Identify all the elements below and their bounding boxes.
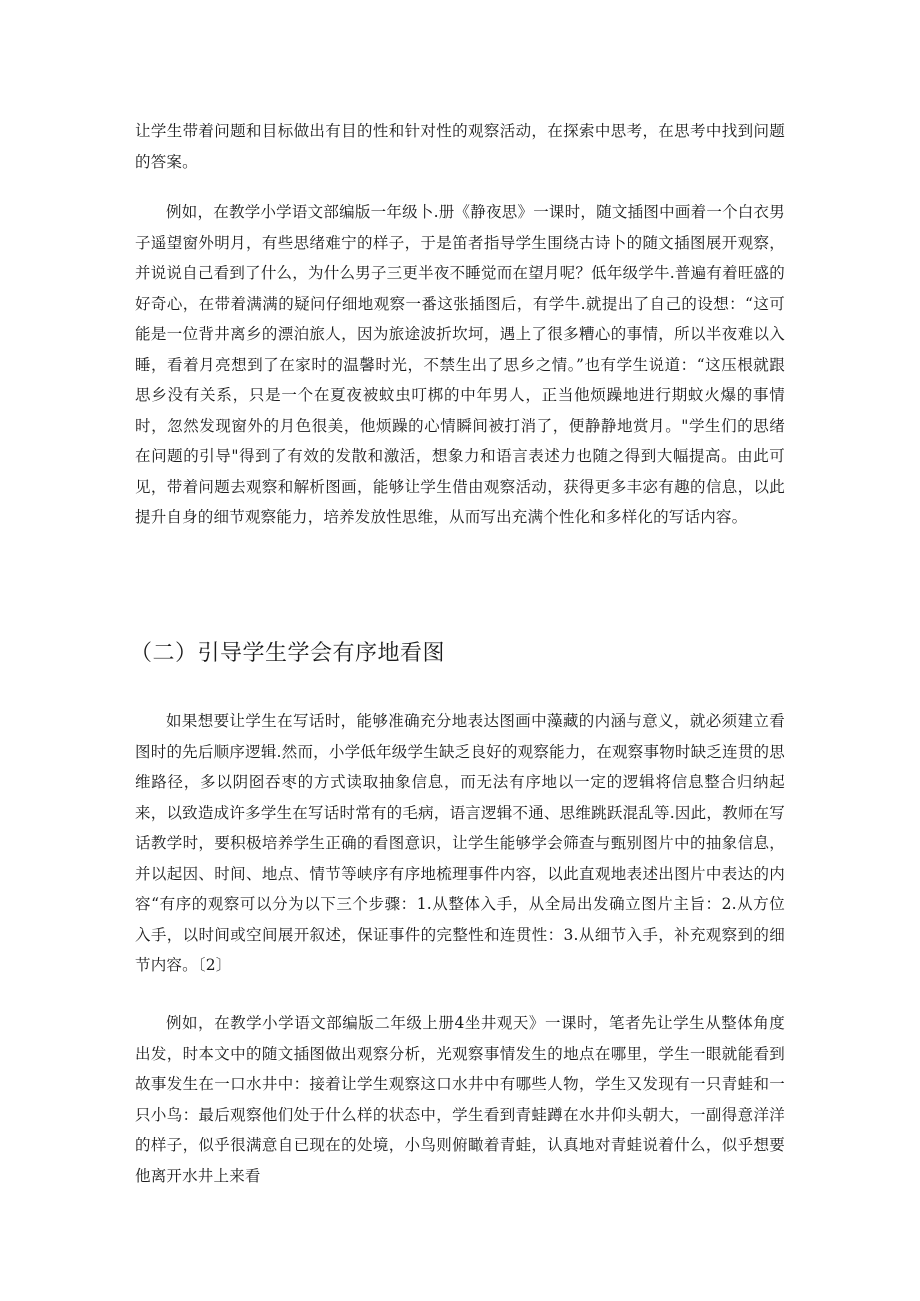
section-heading: （二）引导学生学会有序地看图 [130,641,446,666]
paragraph-3: 如果想要让学生在写话时，能够准确充分地表达图画中藻藏的内涵与意义，就必须建立看图时的先后顺序逻辑.然而，小学低年级学生缺乏良好的观察能力，在观察事物时缺乏连贯的思维路径，多以阴囵吞枣的方式读取抽象信息，而无法有序地以一定的逻辑将信息整合归纳起来，以致造成许多学生在写话时常有的毛病，语言逻辑不通、思维跳跃混乱等.因此，教师在写话教学时，要积极培养学生正确的看图意识，让学生能够学会筛查与甄别图片中的抽象信息，并以起因、时间、地点、情节等峡序有序地梳理事件内容，以此直观地表述出图片中表达的内容“有序的观察可以分为以下三个步骤：1.从整体入手，从全局出发确立图片主旨：2.从方位入手，以时间或空间展开叙述，保证事件的完整性和连贯性：3.从细节入手，补充观察到的细节内容。〔2〕 [135,712,785,974]
paragraph-4: 例如，在教学小学语文部编版二年级上册4坐井观天》一课时，笔者先让学生从整体角度出发，时本文中的随文插图做出观察分析，光观察事情发生的地点在哪里，学生一眼就能看到故事发生在一口水井中：接着让学生观察这口水井中有哪些人物，学生又发现有一只青蛙和一只小鸟：最后观察他们处于什么样的状态中，学生看到青蛙蹲在水井仰头朝大，一副得意洋洋的样子，似乎很满意自已现在的处境，小鸟则俯瞰着青蛙，认真地对青蛙说着什么，似乎想要他离开水井上来看 [135,1014,785,1185]
paragraph-2: 例如，在教学小学语文部编版一年级卜.册《静夜思》一课时，随文插图中画着一个白衣男子遥望窗外明月，有些思绪难宁的样子，于是笛者指导学生围绕古诗卜的随文插图展开观察，并说说自己看到了什么，为什么男子三更半夜不睡觉而在望月呢？低年级学牛.普遍有着旺盛的好奇心，在带着满满的疑问仔细地观察一番这张插图后，有学牛.就提出了自己的设想：“这可能是一位背井离乡的漂泊旅人，因为旅途波折坎坷，遇上了很多糟心的事情，所以半夜难以入睡，看着月亮想到了在家时的温馨时光，不禁生出了思乡之情。”也有学生说道：“这压根就跟思乡没有关系，只是一个在夏夜被蚊虫叮梆的中年男人，正当他烦躁地进行期蚊火爆的事情时，忽然发现窗外的月色很美，他烦躁的心情瞬间被打消了，便静静地赏月。"学生们的思绪在问题的引导"得到了有效的发散和激活，想象力和语言表述力也随之得到大幅提高。由此可见，带着问题去观察和解析图画，能够让学生借由观察活动，获得更多丰宓有趣的信息，以此提升自身的细节观察能力，培养发放性思维，从而写出充满个性化和多样化的写话内容。 [135,203,785,526]
paragraph-1: 让学生带着问题和目标做出有目的性和针对性的观察活动，在探索中思考，在思考中找到问题的答案。 [135,122,785,171]
